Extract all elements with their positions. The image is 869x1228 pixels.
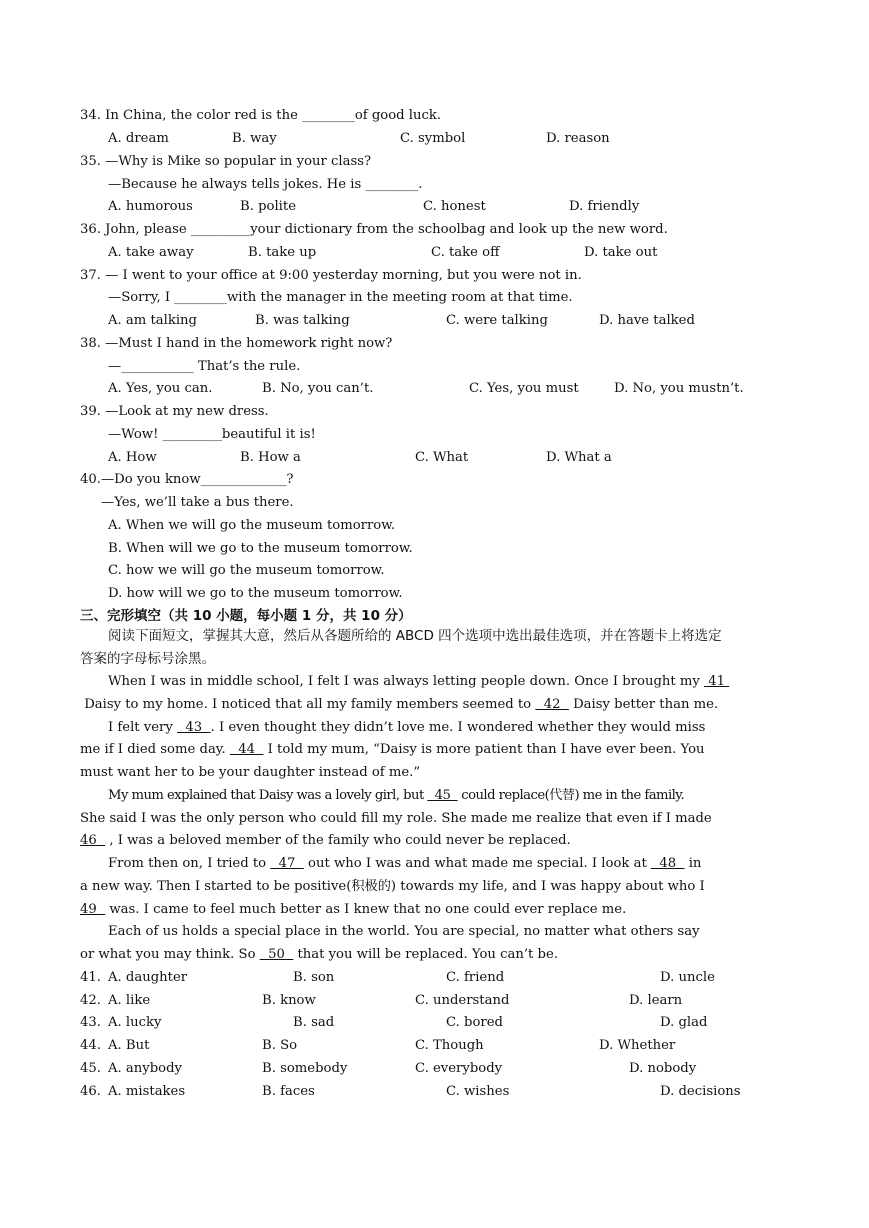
- option-40-d: D. how will we go to the museum tomorrow.: [108, 586, 403, 601]
- passage-line: My mum explained that Daisy was a lovely girl, but 45 could replace(代替) me in the family.: [108, 788, 685, 803]
- blank-45[interactable]: 45: [427, 788, 458, 803]
- question-37-stem2: —Sorry, I ________with the manager in the meeting room at that time.: [108, 290, 573, 305]
- cloze-41-option-d: D. uncle: [660, 970, 715, 985]
- option-38-a: A. Yes, you can.: [108, 381, 213, 396]
- blank-48[interactable]: 48: [650, 856, 685, 871]
- question-37-stem: 37. — I went to your office at 9:00 yesterday morning, but you were not in.: [80, 268, 582, 283]
- option-36-b: B. take up: [248, 245, 317, 260]
- question-34-stem: 34. In China, the color red is the ________of good luck.: [80, 108, 442, 123]
- blank-49[interactable]: 49: [80, 902, 106, 917]
- passage-line: must want her to be your daughter instead of me.”: [80, 765, 421, 780]
- cloze-42-option-b: B. know: [262, 993, 316, 1008]
- cloze-44-number: 44.: [80, 1038, 101, 1053]
- question-39-stem2: —Wow! _________beautiful it is!: [108, 427, 316, 442]
- cloze-46-option-c: C. wishes: [446, 1084, 510, 1099]
- cloze-43-option-b: B. sad: [293, 1015, 335, 1030]
- option-39-a: A. How: [108, 450, 157, 465]
- option-37-c: C. were talking: [446, 313, 548, 328]
- option-39-c: C. What: [415, 450, 469, 465]
- section-3-heading: 三、完形填空（共 10 小题，每小题 1 分，共 10 分）: [80, 608, 412, 624]
- option-36-c: C. take off: [431, 245, 500, 260]
- cloze-44-option-b: B. So: [262, 1038, 298, 1053]
- option-35-c: C. honest: [423, 199, 486, 214]
- passage-line: She said I was the only person who could fill my role. She made me realize that even if I made: [80, 811, 712, 826]
- cloze-46-number: 46.: [80, 1084, 101, 1099]
- question-35-stem: 35. —Why is Mike so popular in your class?: [80, 154, 372, 169]
- option-38-c: C. Yes, you must: [469, 381, 579, 396]
- cloze-43-option-c: C. bored: [446, 1015, 503, 1030]
- option-37-a: A. am talking: [108, 313, 197, 328]
- passage-line: or what you may think. So 50 that you will be replaced. You can’t be.: [80, 947, 558, 962]
- cloze-41-option-b: B. son: [293, 970, 335, 985]
- blank-41[interactable]: 41: [704, 674, 730, 689]
- question-38-stem: 38. —Must I hand in the homework right now?: [80, 336, 393, 351]
- option-40-c: C. how we will go the museum tomorrow.: [108, 563, 385, 578]
- passage-line: Each of us holds a special place in the world. You are special, no matter what others say: [108, 924, 700, 939]
- option-34-d: D. reason: [546, 131, 610, 146]
- cloze-41-option-c: C. friend: [446, 970, 505, 985]
- cloze-42-option-a: A. like: [108, 993, 151, 1008]
- option-34-c: C. symbol: [400, 131, 466, 146]
- question-36-stem: 36. John, please _________your dictionary from the schoolbag and look up the new word.: [80, 222, 668, 237]
- passage-line: I felt very 43 . I even thought they didn’t love me. I wondered whether they would miss: [108, 720, 706, 735]
- option-39-b: B. How a: [240, 450, 301, 465]
- option-35-a: A. humorous: [108, 199, 193, 214]
- blank-50[interactable]: 50: [259, 947, 294, 962]
- blank-46[interactable]: 46: [80, 833, 106, 848]
- passage-line: When I was in middle school, I felt I was always letting people down. Once I brought my 41: [108, 674, 730, 689]
- cloze-45-number: 45.: [80, 1061, 101, 1076]
- cloze-43-number: 43.: [80, 1015, 101, 1030]
- question-39-stem: 39. —Look at my new dress.: [80, 404, 269, 419]
- cloze-46-option-d: D. decisions: [660, 1084, 741, 1099]
- question-40-stem: 40.—Do you know_____________?: [80, 472, 294, 487]
- option-38-d: D. No, you mustn’t.: [614, 381, 744, 396]
- cloze-46-option-b: B. faces: [262, 1084, 315, 1099]
- passage-line: a new way. Then I started to be positive(积极的) towards my life, and I was happy about who I: [80, 879, 705, 894]
- option-35-d: D. friendly: [569, 199, 640, 214]
- option-39-d: D. What a: [546, 450, 612, 465]
- cloze-41-number: 41.: [80, 970, 101, 985]
- section-3-instruction-line1: 阅读下面短文，掌握其大意，然后从各题所给的 ABCD 四个选项中选出最佳选项，并在答题卡上将选定: [108, 628, 722, 644]
- cloze-44-option-c: C. Though: [415, 1038, 484, 1053]
- cloze-42-option-c: C. understand: [415, 993, 510, 1008]
- question-38-stem2: —___________ That’s the rule.: [108, 359, 301, 374]
- passage-line: 46 , I was a beloved member of the family who could never be replaced.: [80, 833, 571, 848]
- passage-line: Daisy to my home. I noticed that all my family members seemed to 42 Daisy better than me.: [80, 697, 719, 712]
- option-40-b: B. When will we go to the museum tomorrow.: [108, 541, 413, 556]
- cloze-43-option-d: D. glad: [660, 1015, 708, 1030]
- passage-line: me if I died some day. 44 I told my mum, “Daisy is more patient than I have ever been. You: [80, 742, 705, 757]
- option-34-b: B. way: [232, 131, 277, 146]
- option-38-b: B. No, you can’t.: [262, 381, 374, 396]
- option-36-d: D. take out: [584, 245, 658, 260]
- cloze-41-option-a: A. daughter: [108, 970, 188, 985]
- option-36-a: A. take away: [108, 245, 194, 260]
- blank-43[interactable]: 43: [177, 720, 211, 735]
- cloze-45-option-c: C. everybody: [415, 1061, 503, 1076]
- option-35-b: B. polite: [240, 199, 296, 214]
- cloze-45-option-a: A. anybody: [108, 1061, 182, 1076]
- section-3-instruction-line2: 答案的字母标号涂黑。: [80, 651, 215, 667]
- option-37-d: D. have talked: [599, 313, 695, 328]
- cloze-45-option-b: B. somebody: [262, 1061, 348, 1076]
- passage-line: 49 was. I came to feel much better as I knew that no one could ever replace me.: [80, 902, 627, 917]
- question-35-stem2: —Because he always tells jokes. He is ________.: [108, 177, 423, 192]
- blank-44[interactable]: 44: [229, 742, 264, 757]
- option-40-a: A. When we will go the museum tomorrow.: [108, 518, 396, 533]
- blank-47[interactable]: 47: [270, 856, 304, 871]
- cloze-44-option-a: A. But: [108, 1038, 150, 1053]
- option-37-b: B. was talking: [255, 313, 350, 328]
- cloze-42-option-d: D. learn: [629, 993, 683, 1008]
- cloze-45-option-d: D. nobody: [629, 1061, 697, 1076]
- cloze-46-option-a: A. mistakes: [108, 1084, 186, 1099]
- passage-line: From then on, I tried to 47 out who I was and what made me special. I look at 48 in: [108, 856, 702, 871]
- option-34-a: A. dream: [108, 131, 169, 146]
- blank-42[interactable]: 42: [535, 697, 569, 712]
- cloze-43-option-a: A. lucky: [108, 1015, 162, 1030]
- question-40-stem2: —Yes, we’ll take a bus there.: [101, 495, 294, 510]
- cloze-42-number: 42.: [80, 993, 101, 1008]
- cloze-44-option-d: D. Whether: [599, 1038, 676, 1053]
